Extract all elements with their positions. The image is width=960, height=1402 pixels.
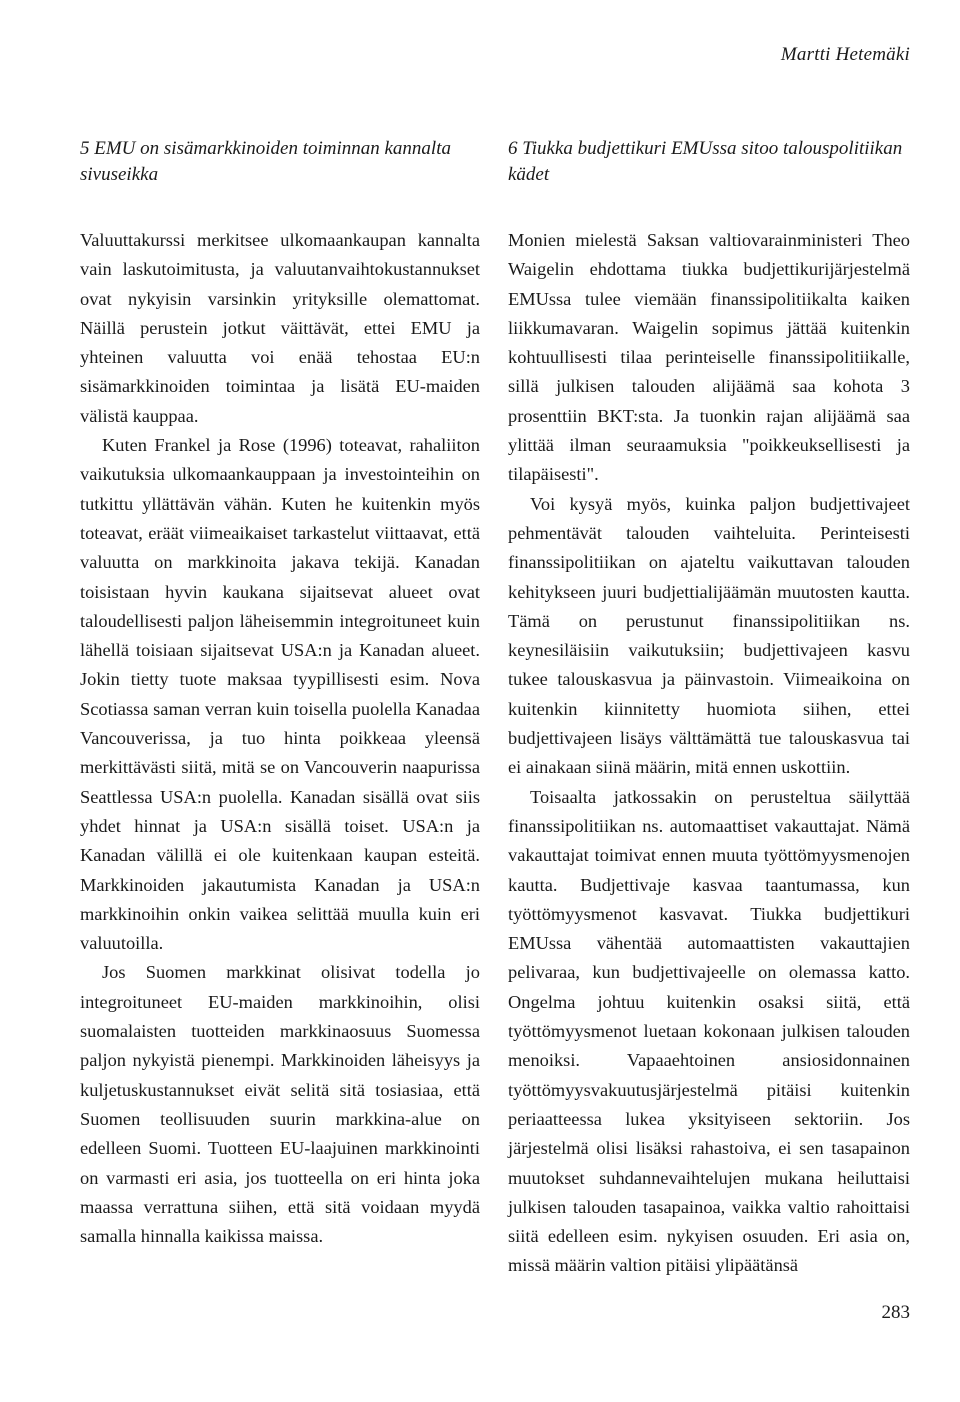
right-column bbox=[508, 136, 910, 1281]
running-head-author: Martti Hetemäki bbox=[780, 44, 910, 65]
section-heading-5: 5 EMU on sisämarkkinoiden toiminnan kannalta sivuseikka bbox=[80, 138, 451, 185]
page-number: 283 bbox=[881, 1302, 910, 1323]
paragraph: Kuten Frankel ja Rose (1996) toteavat, rahaliiton vaikutuksia ulkomaankauppaan ja investointeihin on tutkittu yllättävän vähän. Kuten he kuitenkin myös toteavat, eräät viimeaikaiset tarkastelut viittaavat, että valuutta on markkinoita jakava tekijä. Kanadan toisistaan hyvin kaukana sijaitsevat alueet ovat taloudellisesti paljon läheisemmin integroituneet kuin lähellä toisiaan sijaitsevat USA:n ja Kanadan alueet. Jokin tietty tuote maksaa tyypillisesti esim. Nova Scotiassa saman verran kuin toisella puolella Kanadaa Vancouverissa, ja tuo hinta poikkeaa yleensä merkittävästi siitä, mitä se on Vancouverin naapurissa Seattlessa USA:n puolella. Kanadan sisällä ovat siis yhdet hinnat ja USA:n sisällä toiset. USA:n ja Kanadan välillä ei ole kuitenkaan kaupan esteitä. Markkinoiden jakautumista Kanadan ja USA:n markkinoihin onkin vaikea selittää muulla kuin eri valuutoilla. bbox=[80, 435, 480, 954]
paragraph: Voi kysyä myös, kuinka paljon budjettivajeet pehmentävät talouden vaihteluita. Perinteisesti finanssipolitiikan on ajateltu vaikuttavan talouden kehitykseen juuri budjettialijäämän muutosten kautta. Tämä on perustunut finanssipolitiikan ns. keynesiläisiin vaikutuksiin; budjettivajeen kasvu tukee talouskasvua ja päinvastoin. Viimeaikoina on kuitenkin kiinnitetty huomiota siihen, ettei budjettivajeen lisäys välttämättä tue talouskasvua tai ei ainakaan siinä määrin, mitä ennen uskottiin. bbox=[508, 493, 910, 778]
section-heading-6: 6 Tiukka budjettikuri EMUssa sitoo talouspolitiikan kädet bbox=[508, 138, 903, 185]
left-column bbox=[80, 136, 480, 1251]
paragraph: Valuuttakurssi merkitsee ulkomaankaupan kannalta vain laskutoimitusta, ja valuutanvaihtokustannukset ovat nykyisin varsinkin yrityksille olemattomat. Näillä perustein jotkut väittävät, ettei EMU ja yhteinen valuutta voi enää tehostaa EU:n sisämarkkinoiden toimintaa ja lisätä EU-maiden välistä kauppaa. bbox=[80, 230, 480, 426]
paragraph: Toisaalta jatkossakin on perusteltua säilyttää finanssipolitiikan ns. automaattiset vakauttajat. Nämä vakauttajat toimivat ennen muuta työttömyysmenojen kautta. Budjettivaje kasvaa taantumassa, kun työttömyysmenot kasvavat. Tiukka budjettikuri EMUssa vähentää automaattisten vakauttajien pelivaraa, kun budjettivajeelle on olemassa katto. Ongelma johtuu kuitenkin osaksi siitä, että työttömyysmenot luetaan kokonaan julkisen talouden menoiksi. Vapaaehtoinen ansiosidonnainen työttömyysvakuutusjärjestelmä pitäisi kuitenkin periaatteessa lukea yksityiseen sektoriin. Jos järjestelmä olisi lisäksi rahastoiva, ei sen tasapainon muutokset suhdannevaihtelujen mukana heiluttaisi julkisen talouden tasapainoa, vaikka valtio rahoittaisi siitä edelleen esim. nykyisen osuuden. Eri asia on, missä määrin valtion pitäisi ylipäätänsä bbox=[508, 786, 910, 1276]
paragraph: Jos Suomen markkinat olisivat todella jo integroituneet EU-maiden markkinoihin, olisi suomalaisten tuotteiden markkinaosuus Suomessa paljon nykyistä pienempi. Markkinoiden läheisyys ja kuljetuskustannukset eivät selitä sitä tosiasiaa, että Suomen teollisuuden suurin markkina-alue on edelleen Suomi. Tuotteen EU-laajuinen markkinointi on varmasti eri asia, jos tuotteella on eri hinta joka maassa verrattuna siihen, että sitä voidaan myydä samalla hinnalla kaikissa maissa. bbox=[80, 962, 480, 1247]
paragraph: Monien mielestä Saksan valtiovarainministeri Theo Waigelin ehdottama tiukka budjettikurijärjestelmä EMUssa tulee viemään finanssipolitiikalta kaiken liikkumavaran. Waigelin sopimus jättää kuitenkin kohtuullisesti tilaa perinteiselle finanssipolitiikalle, sillä julkisen talouden alijäämä saa kohota 3 prosenttiin BKT:sta. Ja tuonkin rajan alijäämä saa ylittää ilman seuraamuksia "poikkeuksellisesti ja tilapäisesti". bbox=[508, 230, 910, 485]
